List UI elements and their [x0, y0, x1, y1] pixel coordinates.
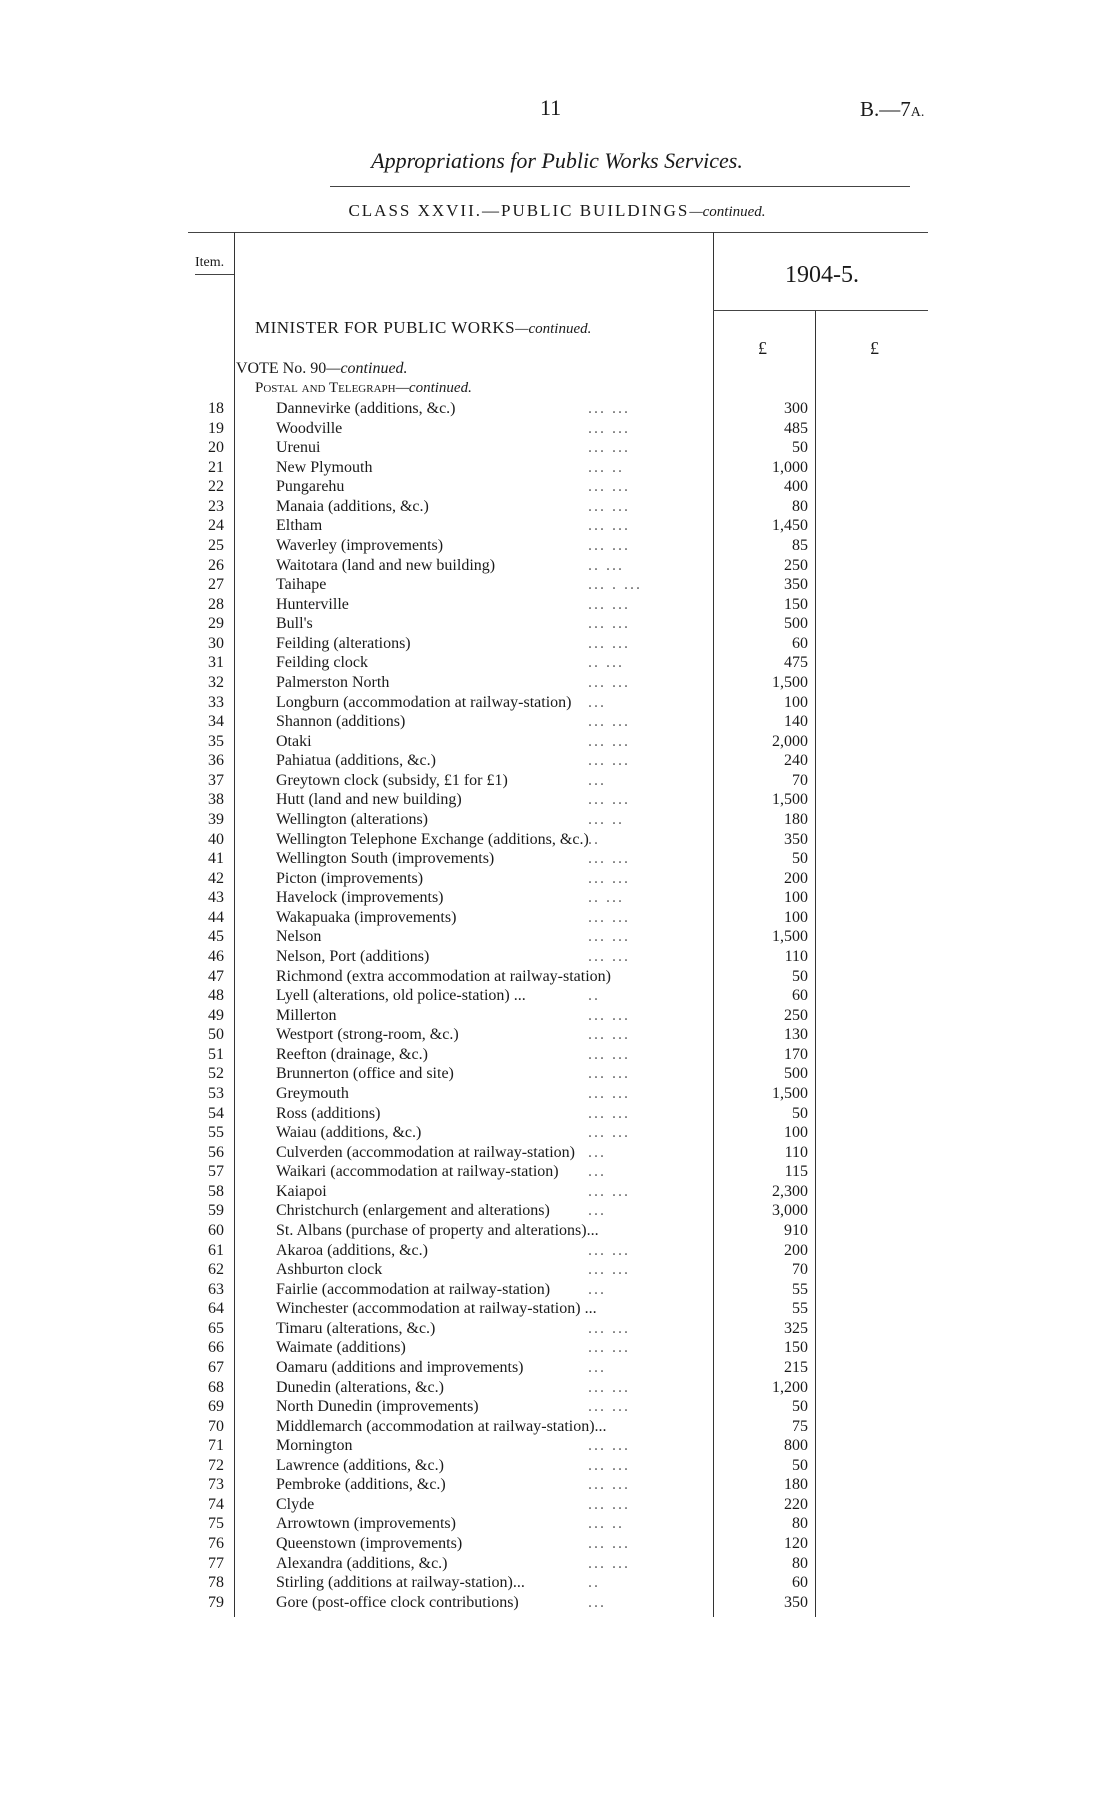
leader-dots: ... ...	[588, 1124, 630, 1142]
item-number: 42	[208, 869, 224, 887]
item-number: 70	[208, 1417, 224, 1435]
item-amount: 120	[784, 1535, 808, 1553]
item-amount: 55	[792, 1280, 808, 1298]
leader-dots: ...	[588, 1280, 606, 1298]
item-amount: 60	[792, 1574, 808, 1592]
leader-dots: ...	[588, 1593, 606, 1611]
page-title: Appropriations for Public Works Services.	[371, 148, 743, 173]
leader-dots: ... ...	[588, 536, 630, 554]
item-amount: 1,500	[772, 673, 808, 691]
item-description: Arrowtown (improvements)	[276, 1515, 456, 1533]
item-amount: 50	[792, 967, 808, 985]
leader-dots: ... ...	[588, 732, 630, 750]
item-description: Picton (improvements)	[276, 869, 424, 887]
item-amount: 60	[792, 987, 808, 1005]
item-description: Hunterville	[276, 595, 349, 613]
item-amount: 220	[784, 1495, 808, 1513]
item-description: Longburn (accommodation at railway-station)	[276, 693, 572, 711]
item-amount: 1,450	[772, 517, 808, 535]
item-description: Gore (post-office clock contributions)	[276, 1593, 519, 1611]
vote-continued: —continued.	[326, 360, 408, 377]
item-description: Feilding clock	[276, 654, 368, 672]
class-title: CLASS XXVII.—PUBLIC BUILDINGS	[348, 201, 690, 220]
leader-dots: ... ...	[588, 1378, 630, 1396]
leader-dots: ... ...	[588, 850, 630, 868]
item-number: 76	[208, 1535, 224, 1553]
item-number: 55	[208, 1124, 224, 1142]
item-amount: 1,500	[772, 928, 808, 946]
item-number: 19	[208, 419, 224, 437]
leader-dots: ... ...	[588, 615, 630, 633]
minister-continued: —continued.	[515, 321, 592, 337]
item-amount: 910	[784, 1221, 808, 1239]
item-description: Eltham	[276, 517, 323, 535]
item-description: St. Albans (purchase of property and alterations)...	[276, 1221, 599, 1239]
item-amount: 1,500	[772, 1084, 808, 1102]
leader-dots: ... ...	[588, 1437, 630, 1455]
leader-dots: ... ...	[588, 1182, 630, 1200]
item-amount: 250	[784, 1006, 808, 1024]
item-number: 23	[208, 497, 224, 515]
item-amount: 85	[792, 536, 808, 554]
item-header-underline	[195, 274, 235, 275]
leader-dots: ... ..	[588, 458, 624, 476]
item-number: 58	[208, 1182, 224, 1200]
leader-dots: ..	[588, 830, 600, 848]
item-number: 24	[208, 517, 224, 535]
item-amount: 50	[792, 850, 808, 868]
item-amount: 50	[792, 1398, 808, 1416]
leader-dots: ... ...	[588, 634, 630, 652]
item-number: 29	[208, 615, 224, 633]
leader-dots: ... ..	[588, 810, 624, 828]
leader-dots: ... ...	[588, 478, 630, 496]
item-number: 39	[208, 810, 224, 828]
item-number: 57	[208, 1163, 224, 1181]
item-amount: 240	[784, 752, 808, 770]
item-amount: 1,200	[772, 1378, 808, 1396]
item-amount: 70	[792, 1261, 808, 1279]
item-amount: 800	[784, 1437, 808, 1455]
item-number: 30	[208, 634, 224, 652]
item-number: 59	[208, 1202, 224, 1220]
page-number: 11	[540, 95, 562, 120]
item-number: 40	[208, 830, 224, 848]
item-amount: 1,000	[772, 458, 808, 476]
leader-dots: ... ...	[588, 1084, 630, 1102]
item-number: 21	[208, 458, 224, 476]
leader-dots: ... ...	[588, 1554, 630, 1572]
item-number: 26	[208, 556, 224, 574]
item-number: 45	[208, 928, 224, 946]
item-number: 74	[208, 1495, 224, 1513]
item-description: Pungarehu	[276, 478, 345, 496]
item-number: 54	[208, 1104, 224, 1122]
item-number: 61	[208, 1241, 224, 1259]
leader-dots: ... ...	[588, 1456, 630, 1474]
item-description: Lawrence (additions, &c.)	[276, 1456, 444, 1474]
item-number: 41	[208, 850, 224, 868]
item-amount: 325	[784, 1319, 808, 1337]
item-description: Pembroke (additions, &c.)	[276, 1476, 446, 1494]
item-description: Shannon (additions)	[276, 713, 406, 731]
item-number: 37	[208, 771, 224, 789]
item-number: 33	[208, 693, 224, 711]
item-amount: 1,500	[772, 791, 808, 809]
item-amount: 150	[784, 595, 808, 613]
leader-dots: ... ...	[588, 419, 630, 437]
item-number: 56	[208, 1143, 224, 1161]
item-description: Bull's	[276, 615, 313, 633]
leader-dots: ... ...	[588, 517, 630, 535]
item-amount: 350	[784, 830, 808, 848]
leader-dots: ... ...	[588, 673, 630, 691]
total-column-divider	[815, 310, 816, 1617]
item-description: Middlemarch (accommodation at railway-station)...	[276, 1417, 607, 1435]
item-description: Stirling (additions at railway-station)...	[276, 1574, 525, 1592]
item-number: 25	[208, 536, 224, 554]
item-description: Mornington	[276, 1437, 353, 1455]
item-number: 66	[208, 1339, 224, 1357]
leader-dots: ... ...	[588, 1104, 630, 1122]
item-number: 64	[208, 1300, 224, 1318]
item-number: 20	[208, 439, 224, 457]
item-amount: 80	[792, 1554, 808, 1572]
item-number: 63	[208, 1280, 224, 1298]
leader-dots: ... ...	[588, 1398, 630, 1416]
item-number: 77	[208, 1554, 224, 1572]
item-number: 50	[208, 1026, 224, 1044]
item-description: Queenstown (improvements)	[276, 1535, 463, 1553]
item-description: Clyde	[276, 1495, 315, 1513]
minister-heading	[255, 318, 591, 338]
class-continued: —continued.	[689, 204, 766, 220]
item-description: Manaia (additions, &c.)	[276, 497, 429, 515]
leader-dots: ... ...	[588, 1339, 630, 1357]
item-number: 65	[208, 1319, 224, 1337]
item-amount: 115	[784, 1163, 808, 1181]
item-number: 32	[208, 673, 224, 691]
item-description: Wellington South (improvements)	[276, 850, 495, 868]
item-description: Taihape	[276, 576, 327, 594]
leader-dots: ...	[588, 693, 606, 711]
item-number: 44	[208, 908, 224, 926]
minister-label: MINISTER FOR PUBLIC WORKS	[255, 318, 516, 337]
item-amount: 200	[784, 869, 808, 887]
item-number: 69	[208, 1398, 224, 1416]
leader-dots: ... ...	[588, 497, 630, 515]
rule-under-title	[330, 186, 910, 187]
item-amount: 170	[784, 1045, 808, 1063]
section-continued: —continued.	[395, 380, 472, 396]
item-number: 35	[208, 732, 224, 750]
leader-dots: ... ...	[588, 869, 630, 887]
item-amount: 60	[792, 634, 808, 652]
leader-dots: ...	[588, 1358, 606, 1376]
vote-label: VOTE No. 90	[236, 360, 327, 377]
leader-dots: ... ...	[588, 1476, 630, 1494]
item-amount: 70	[792, 771, 808, 789]
item-description: Havelock (improvements)	[276, 889, 444, 907]
item-description: North Dunedin (improvements)	[276, 1398, 479, 1416]
item-description: Akaroa (additions, &c.)	[276, 1241, 428, 1259]
leader-dots: ...	[588, 771, 606, 789]
item-number: 36	[208, 752, 224, 770]
item-amount: 300	[784, 400, 808, 417]
item-description: Fairlie (accommodation at railway-station)	[276, 1280, 551, 1298]
leader-dots: ... ...	[588, 947, 630, 965]
item-amount: 100	[784, 1124, 808, 1142]
leader-dots: ... ...	[588, 595, 630, 613]
item-description: Culverden (accommodation at railway-station)	[276, 1143, 576, 1161]
pound-symbol-amount: £	[758, 338, 767, 358]
item-description: Waikari (accommodation at railway-station)	[276, 1163, 559, 1181]
item-amount: 180	[784, 810, 808, 828]
leader-dots: ... ...	[588, 1261, 630, 1279]
item-number: 75	[208, 1515, 224, 1533]
item-number: 79	[208, 1593, 224, 1611]
item-description: Nelson, Port (additions)	[276, 947, 430, 965]
item-amount: 475	[784, 654, 808, 672]
leader-dots: ... ...	[588, 1006, 630, 1024]
item-number: 73	[208, 1476, 224, 1494]
item-description: Winchester (accommodation at railway-station) ...	[276, 1300, 597, 1318]
item-amount: 80	[792, 497, 808, 515]
item-description: Dannevirke (additions, &c.)	[276, 400, 456, 417]
item-description: Reefton (drainage, &c.)	[276, 1045, 428, 1063]
item-column-header: Item.	[195, 255, 225, 270]
leader-dots: ...	[588, 1143, 606, 1161]
item-number: 38	[208, 791, 224, 809]
item-description: Greymouth	[276, 1084, 349, 1102]
item-description: Brunnerton (office and site)	[276, 1065, 454, 1083]
year-header-underline	[713, 310, 928, 311]
item-number: 34	[208, 713, 224, 731]
leader-dots: ... ...	[588, 1495, 630, 1513]
leader-dots: ..	[588, 1574, 600, 1592]
item-description: Ashburton clock	[276, 1261, 383, 1279]
item-amount: 110	[784, 1143, 808, 1161]
leader-dots: ... . ...	[588, 576, 642, 594]
item-amount: 250	[784, 556, 808, 574]
leader-dots: ... ...	[588, 1319, 630, 1337]
item-number: 72	[208, 1456, 224, 1474]
item-amount: 500	[784, 1065, 808, 1083]
item-number: 47	[208, 967, 224, 985]
reference-suffix: A.	[910, 105, 925, 120]
leader-dots: .. ...	[588, 889, 624, 907]
item-number: 78	[208, 1574, 224, 1592]
item-number: 68	[208, 1378, 224, 1396]
item-amount: 485	[784, 419, 808, 437]
leader-dots: ... ...	[588, 713, 630, 731]
item-description: Millerton	[276, 1006, 337, 1024]
vote-heading	[236, 360, 408, 378]
item-amount: 350	[784, 576, 808, 594]
item-description: Waimate (additions)	[276, 1339, 406, 1357]
leader-dots: ... ...	[588, 908, 630, 926]
item-number: 31	[208, 654, 224, 672]
item-description: Wellington Telephone Exchange (additions, &c.)	[276, 830, 589, 848]
item-amount: 350	[784, 1593, 808, 1611]
item-number: 71	[208, 1437, 224, 1455]
item-number: 22	[208, 478, 224, 496]
item-amount: 130	[784, 1026, 808, 1044]
section-label: Postal and Telegraph	[255, 380, 396, 396]
leader-dots: ... ...	[588, 928, 630, 946]
item-description: Nelson	[276, 928, 322, 946]
section-heading	[255, 380, 472, 397]
item-amount: 500	[784, 615, 808, 633]
leader-dots: ... ...	[588, 1241, 630, 1259]
item-amount: 55	[792, 1300, 808, 1318]
leader-dots: ... ...	[588, 400, 630, 417]
item-description: Lyell (alterations, old police-station) ...	[276, 987, 526, 1005]
item-amount: 140	[784, 713, 808, 731]
item-amount: 75	[792, 1417, 808, 1435]
item-amount: 100	[784, 908, 808, 926]
leader-dots: ... ...	[588, 791, 630, 809]
document-reference	[860, 97, 924, 122]
leader-dots: ...	[588, 1163, 606, 1181]
item-description: Otaki	[276, 732, 312, 750]
item-amount: 3,000	[772, 1202, 808, 1220]
leader-dots: ... ...	[588, 1045, 630, 1063]
year-column-header: 1904-5.	[785, 262, 859, 288]
leader-dots: ... ...	[588, 439, 630, 457]
item-description: Urenui	[276, 439, 321, 457]
leader-dots: ... ...	[588, 752, 630, 770]
item-number: 60	[208, 1221, 224, 1239]
item-number: 28	[208, 595, 224, 613]
leader-dots: ... ...	[588, 1065, 630, 1083]
item-amount: 180	[784, 1476, 808, 1494]
item-description: Dunedin (alterations, &c.)	[276, 1378, 444, 1396]
item-number: 67	[208, 1358, 224, 1376]
item-description: Richmond (extra accommodation at railway-station)	[276, 967, 611, 985]
item-number: 53	[208, 1084, 224, 1102]
item-number: 27	[208, 576, 224, 594]
item-amount: 2,000	[772, 732, 808, 750]
item-number: 43	[208, 889, 224, 907]
item-description: Waverley (improvements)	[276, 536, 444, 554]
leader-dots: .. ...	[588, 556, 624, 574]
item-description: Christchurch (enlargement and alterations)	[276, 1202, 550, 1220]
item-amount: 110	[784, 947, 808, 965]
item-description: Kaiapoi	[276, 1182, 327, 1200]
item-description: Ross (additions)	[276, 1104, 381, 1122]
leader-dots: .. ...	[588, 654, 624, 672]
item-description: Westport (strong-room, &c.)	[276, 1026, 459, 1044]
item-amount: 215	[784, 1358, 808, 1376]
item-amount: 400	[784, 478, 808, 496]
item-description: Woodville	[276, 419, 343, 437]
item-description: Greytown clock (subsidy, £1 for £1)	[276, 771, 508, 789]
leader-dots: ...	[588, 1202, 606, 1220]
item-description: Wakapuaka (improvements)	[276, 908, 457, 926]
reference-main: B.—7	[860, 97, 911, 121]
table-top-rule	[188, 232, 928, 233]
item-amount: 80	[792, 1515, 808, 1533]
item-amount: 200	[784, 1241, 808, 1259]
item-description: New Plymouth	[276, 458, 373, 476]
item-description: Pahiatua (additions, &c.)	[276, 752, 436, 770]
item-number: 49	[208, 1006, 224, 1024]
item-description: Alexandra (additions, &c.)	[276, 1554, 448, 1572]
leader-dots: ... ...	[588, 1026, 630, 1044]
item-description: Waiau (additions, &c.)	[276, 1124, 422, 1142]
item-description: Feilding (alterations)	[276, 634, 411, 652]
item-description: Waitotara (land and new building)	[276, 556, 496, 574]
item-amount: 50	[792, 439, 808, 457]
item-number: 46	[208, 947, 224, 965]
item-number: 62	[208, 1261, 224, 1279]
leader-dots: ... ...	[588, 1535, 630, 1553]
item-amount: 2,300	[772, 1182, 808, 1200]
item-number: 52	[208, 1065, 224, 1083]
pound-symbol-total: £	[870, 338, 879, 358]
item-description: Wellington (alterations)	[276, 810, 428, 828]
item-amount: 50	[792, 1104, 808, 1122]
class-heading	[0, 201, 1114, 221]
item-number: 48	[208, 987, 224, 1005]
item-description: Oamaru (additions and improvements)	[276, 1358, 524, 1376]
item-amount: 150	[784, 1339, 808, 1357]
item-description: Palmerston North	[276, 673, 390, 691]
leader-dots: ... ..	[588, 1515, 624, 1533]
item-number: 18	[208, 400, 224, 417]
item-column-divider	[234, 232, 235, 1617]
leader-dots: ..	[588, 987, 600, 1005]
item-number: 51	[208, 1045, 224, 1063]
item-amount: 100	[784, 693, 808, 711]
item-amount: 50	[792, 1456, 808, 1474]
amount-column-divider	[713, 232, 714, 1617]
item-description: Hutt (land and new building)	[276, 791, 462, 809]
item-description: Timaru (alterations, &c.)	[276, 1319, 436, 1337]
item-amount: 100	[784, 889, 808, 907]
